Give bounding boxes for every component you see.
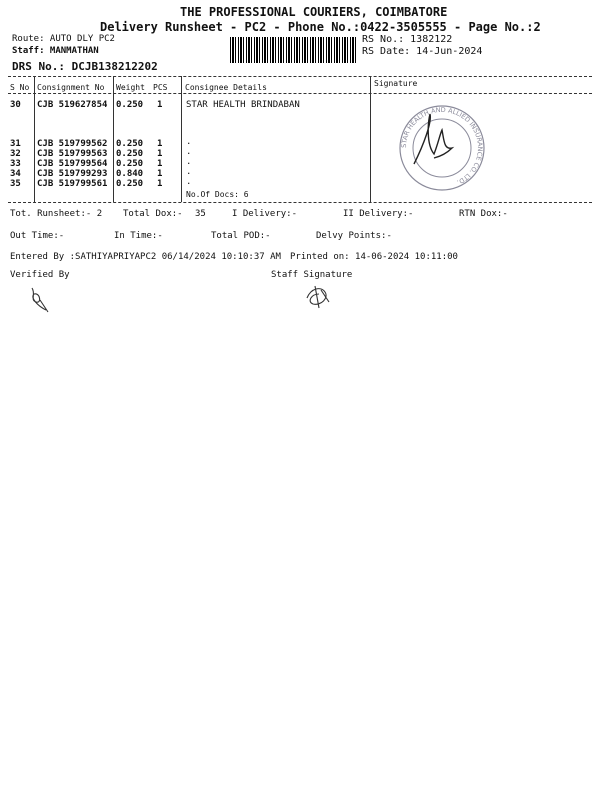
- out-time: Out Time:-: [10, 231, 65, 241]
- row-pcs: 1: [157, 159, 163, 169]
- row-weight: 0.250: [116, 179, 144, 189]
- header-consignment: Consignment No: [37, 83, 105, 92]
- row-consignee: .: [186, 137, 192, 147]
- header-sno: S No: [10, 83, 30, 92]
- in-time: In Time:-: [114, 231, 163, 241]
- staff-label: Staff: MANMATHAN: [12, 46, 99, 56]
- row-pcs: 1: [157, 149, 163, 159]
- staff-signature: [303, 282, 333, 312]
- header-weight: Weight: [116, 83, 145, 92]
- row-sno: 34: [10, 169, 21, 179]
- i-delivery: I Delivery:-: [232, 209, 298, 219]
- no-of-docs: No.Of Docs: 6: [186, 190, 249, 199]
- row-consignee: .: [186, 177, 192, 187]
- row-weight: 0.840: [116, 169, 144, 179]
- header-pcs: PCS: [153, 83, 168, 92]
- entered-by: Entered By :SATHIYAPRIYAPC2 06/14/2024 10:10:37 AM: [10, 252, 281, 262]
- rtn-dox: RTN Dox:-: [459, 209, 508, 219]
- row-consignment: CJB 519799293: [37, 169, 108, 179]
- row-consignment: CJB 519627854: [37, 100, 108, 110]
- row-sno: 30: [10, 100, 21, 110]
- row-sno: 31: [10, 139, 21, 149]
- row-sno: 33: [10, 159, 21, 169]
- row-weight: 0.250: [116, 139, 144, 149]
- verifier-signature: [26, 284, 56, 314]
- table-bottom-rule: [8, 202, 592, 203]
- row-consignment: CJB 519799563: [37, 149, 108, 159]
- col-divider: [34, 76, 35, 202]
- verified-by-label: Verified By: [10, 270, 70, 280]
- row-consignee: .: [186, 157, 192, 167]
- company-stamp: [394, 104, 490, 192]
- company-title: THE PROFESSIONAL COURIERS, COIMBATORE: [180, 5, 448, 19]
- table-top-rule: [8, 76, 592, 77]
- ii-delivery: II Delivery:-: [343, 209, 414, 219]
- row-pcs: 1: [157, 139, 163, 149]
- row-pcs: 1: [157, 179, 163, 189]
- row-consignee: .: [186, 167, 192, 177]
- row-consignee: .: [186, 147, 192, 157]
- header-signature: Signature: [374, 79, 418, 88]
- row-sno: 32: [10, 149, 21, 159]
- row-weight: 0.250: [116, 159, 144, 169]
- staff-signature-label: Staff Signature: [271, 270, 353, 280]
- row-sno: 35: [10, 179, 21, 189]
- col-divider: [181, 76, 182, 202]
- stamp-text: STAR HEALTH AND ALLIED INSURANCE CO. LTD.: [399, 105, 485, 187]
- tot-runsheet: Tot. Runsheet:- 2: [10, 209, 103, 219]
- table-header-rule: [8, 93, 592, 94]
- runsheet-subtitle: Delivery Runsheet - PC2 - Phone No.:0422-3505555 - Page No.:2: [100, 20, 541, 34]
- total-pod: Total POD:-: [211, 231, 271, 241]
- col-divider: [113, 76, 114, 202]
- total-dox-value: 35: [195, 209, 206, 219]
- row-consignment: CJB 519799562: [37, 139, 108, 149]
- delvy-points: Delvy Points:-: [316, 231, 392, 241]
- total-dox-label: Total Dox:-: [123, 209, 183, 219]
- row-consignment: CJB 519799564: [37, 159, 108, 169]
- row-consignee: STAR HEALTH BRINDABAN: [186, 100, 300, 110]
- printed-on: Printed on: 14-06-2024 10:11:00: [290, 252, 458, 262]
- barcode: [230, 37, 358, 63]
- rs-date: RS Date: 14-Jun-2024: [362, 46, 483, 57]
- row-pcs: 1: [157, 100, 163, 110]
- route-label: Route: AUTO DLY PC2: [12, 34, 115, 44]
- row-weight: 0.250: [116, 100, 144, 110]
- header-consignee: Consignee Details: [185, 83, 267, 92]
- row-weight: 0.250: [116, 149, 144, 159]
- row-pcs: 1: [157, 169, 163, 179]
- rs-number: RS No.: 1382122: [362, 34, 453, 45]
- row-consignment: CJB 519799561: [37, 179, 108, 189]
- drs-number: DRS No.: DCJB138212202: [12, 60, 158, 73]
- col-divider: [370, 76, 371, 202]
